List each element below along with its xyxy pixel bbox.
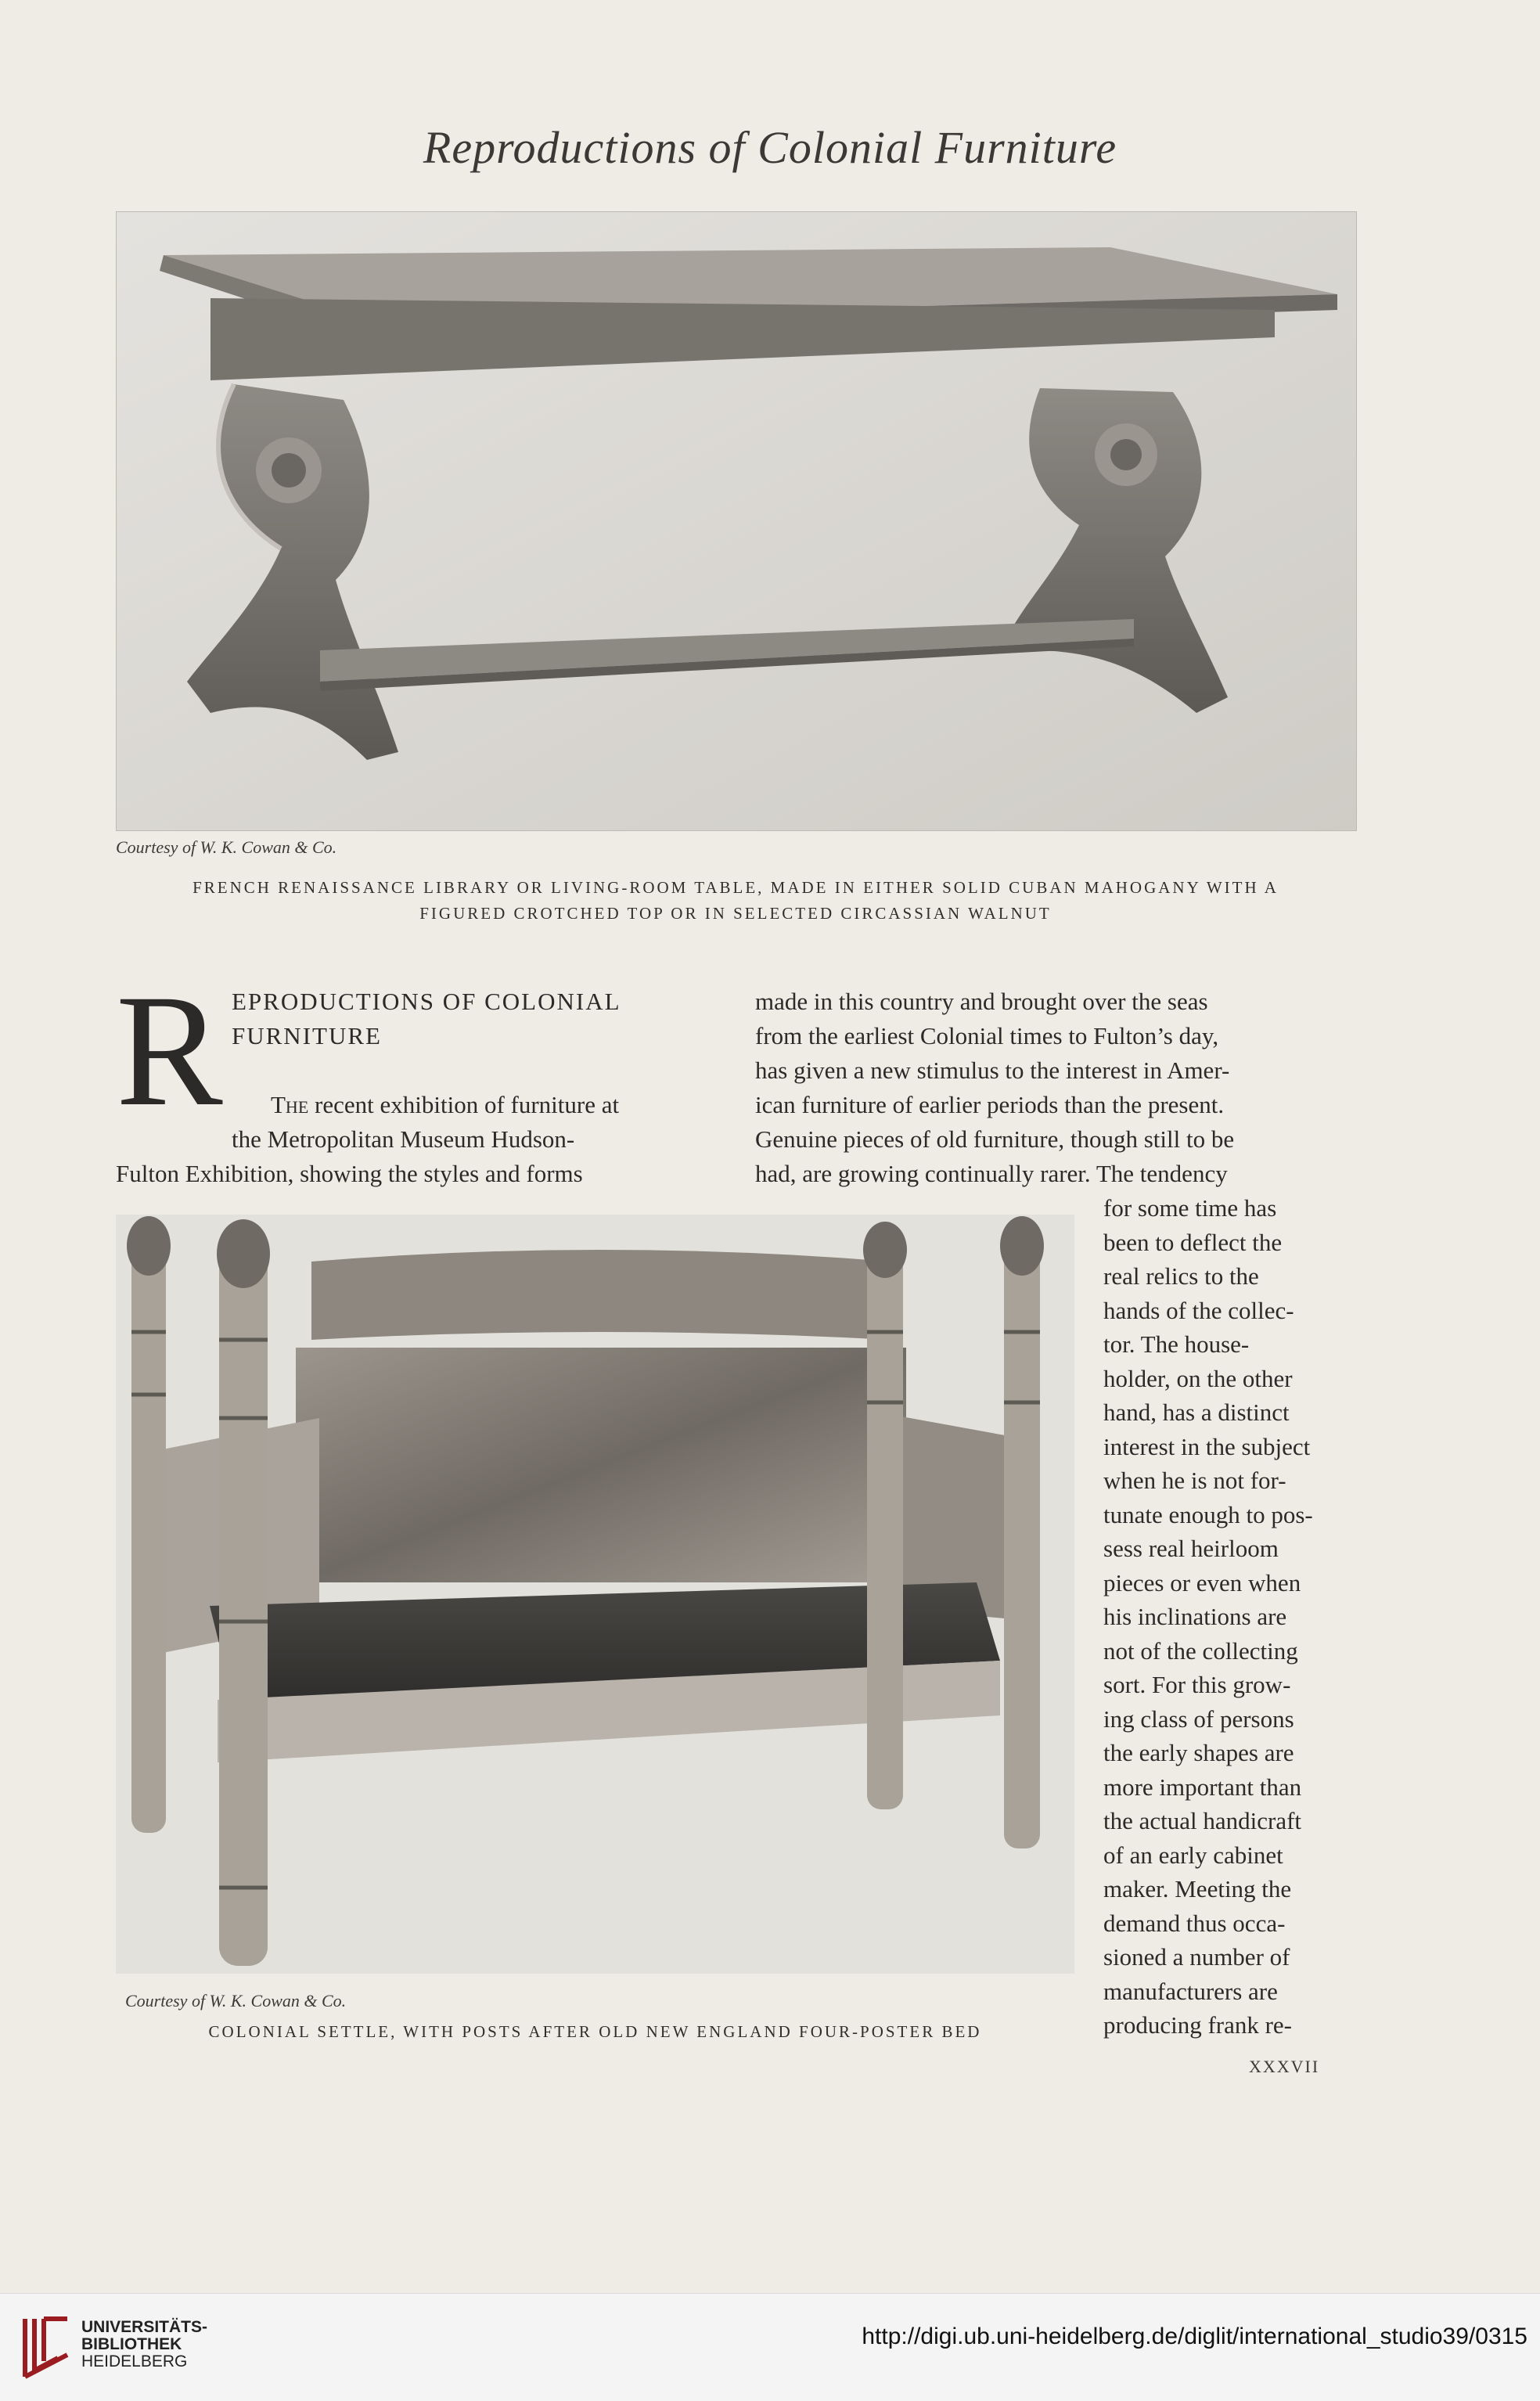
right-col-narrow-line: tunate enough to pos- (1103, 1500, 1313, 1528)
left-col-line3: Fulton Exhibition, showing the styles and forms (116, 1160, 583, 1187)
right-col-narrow-line: the early shapes are (1103, 1739, 1294, 1766)
figure2-credit: Courtesy of W. K. Cowan & Co. (125, 1991, 347, 2010)
right-col-narrow-line: manufacturers are (1103, 1977, 1278, 2005)
library-name-line1: UNIVERSITÄTS- (81, 2318, 208, 2336)
right-col-narrow-line: hand, has a distinct (1103, 1398, 1290, 1426)
right-col-wide-line: Genuine pieces of old furniture, though still to be (755, 1125, 1235, 1153)
right-col-narrow-line: maker. Meeting the (1103, 1875, 1292, 1902)
article-heading-line2: FURNITURE (232, 1022, 382, 1049)
figure1-caption (116, 875, 1355, 927)
right-col-narrow-line: real relics to the (1103, 1262, 1259, 1290)
left-col-line2: the Metropolitan Museum Hudson- (232, 1125, 575, 1153)
article-heading-line1: EPRODUCTIONS OF COLONIAL (232, 988, 621, 1015)
figure1-caption-line1: FRENCH RENAISSANCE LIBRARY OR LIVING-ROOM TABLE, MADE IN EITHER SOLID CUBAN MAHOGANY WITH A (192, 878, 1279, 897)
right-col-narrow-line: producing frank re- (1103, 2011, 1293, 2039)
right-col-narrow-line: ing class of persons (1103, 1704, 1294, 1733)
right-col-narrow-line: the actual handicraft (1103, 1807, 1302, 1834)
source-url-link[interactable]: http://digi.ub.uni-heidelberg.de/diglit/international_studio39/0315 (862, 2324, 1527, 2349)
right-col-narrow-line: sess real heirloom (1103, 1535, 1279, 1562)
right-col-narrow-line: of an early cabinet (1103, 1841, 1283, 1869)
right-col-narrow-line: sort. For this grow- (1103, 1671, 1291, 1698)
right-col-wide-line: has given a new stimulus to the interest in Amer- (755, 1057, 1230, 1084)
right-col-wide-line: ican furniture of earlier periods than the present. (755, 1091, 1225, 1118)
left-col-line1-text: recent exhibition of furniture at (308, 1091, 620, 1118)
right-col-narrow-line: for some time has (1103, 1194, 1277, 1222)
figure2-caption: COLONIAL SETTLE, WITH POSTS AFTER OLD NEW ENGLAND FOUR-POSTER BED (208, 2022, 982, 2041)
drop-cap: R (116, 962, 223, 1139)
library-name (81, 2319, 207, 2370)
page-number: XXXVII (1249, 2057, 1320, 2076)
right-col-narrow-line: hands of the collec- (1103, 1296, 1294, 1324)
right-col-narrow-line: his inclinations are (1103, 1603, 1287, 1630)
digitization-footer (0, 2293, 1540, 2401)
right-col-narrow-line: not of the collecting (1103, 1636, 1298, 1665)
right-col-narrow-line: interest in the subject (1103, 1432, 1311, 1460)
right-col-wide-line: from the earliest Colonial times to Fulton’s day, (755, 1022, 1219, 1049)
right-col-narrow-line: when he is not for- (1103, 1467, 1286, 1494)
figure1-credit: Courtesy of W. K. Cowan & Co. (116, 837, 337, 857)
right-col-narrow-line: pieces or even when (1103, 1568, 1301, 1596)
right-col-narrow-line: sioned a number of (1103, 1943, 1290, 1971)
right-col-narrow-line: been to deflect the (1103, 1228, 1283, 1256)
running-title: Reproductions of Colonial Furniture (423, 122, 1117, 173)
right-col-narrow-line: tor. The house- (1103, 1330, 1250, 1358)
left-col-line1-smallcaps: The (271, 1091, 309, 1118)
right-col-narrow-line: demand thus occa- (1103, 1909, 1286, 1937)
right-col-wide-line: had, are growing continually rarer. The tendency (755, 1160, 1228, 1187)
library-logo-icon (19, 2311, 74, 2386)
library-name-line3: HEIDELBERG (81, 2352, 188, 2370)
table-photograph (116, 211, 1357, 831)
left-col-line1 (271, 1088, 619, 1122)
right-col-wide-line: made in this country and brought over the seas (755, 988, 1208, 1015)
library-name-line2: BIBLIOTHEK (81, 2335, 182, 2353)
right-col-narrow-line: more important than (1103, 1773, 1302, 1801)
right-col-narrow-line: holder, on the other (1103, 1364, 1293, 1392)
figure1-caption-line2: FIGURED CROTCHED TOP OR IN SELECTED CIRCASSIAN WALNUT (419, 904, 1052, 923)
settle-photograph (116, 1215, 1074, 1974)
